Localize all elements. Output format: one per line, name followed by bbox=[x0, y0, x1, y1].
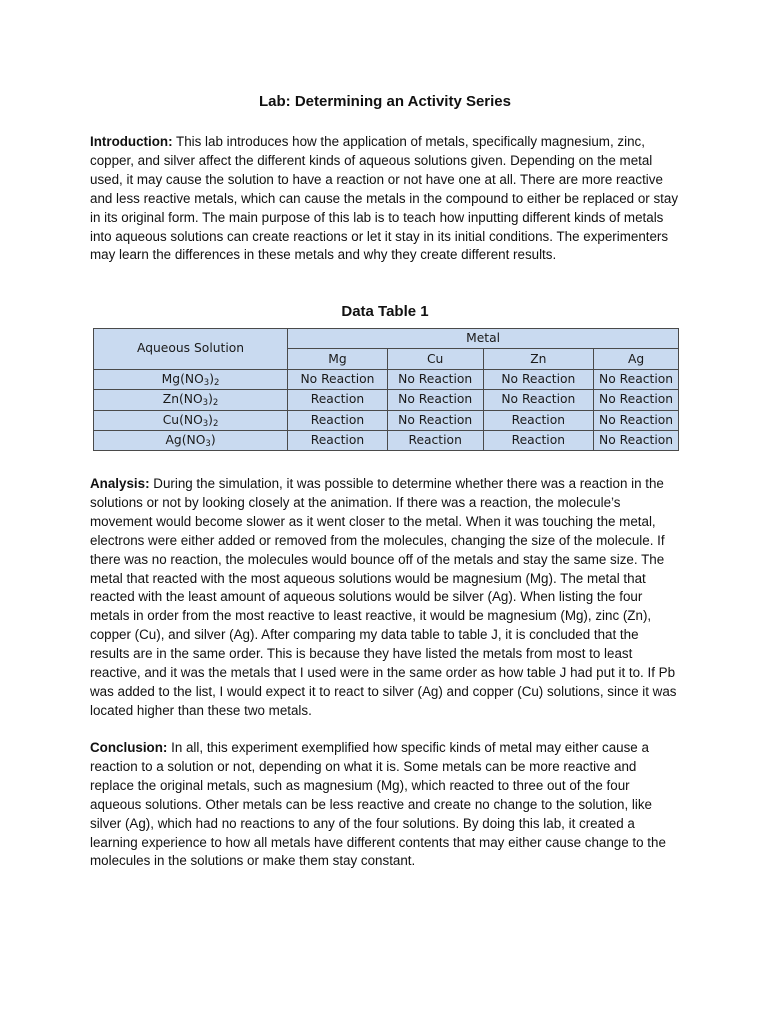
document-title: Lab: Determining an Activity Series bbox=[258, 93, 511, 110]
table-header-row bbox=[94, 329, 679, 349]
table-cell: Reaction bbox=[288, 430, 388, 450]
solution-mg-no3-2: $Mg(NO_3)_2$ bbox=[94, 369, 288, 389]
table-cell: No Reaction bbox=[594, 390, 679, 410]
table-cell: No Reaction bbox=[387, 410, 483, 430]
table-cell: No Reaction bbox=[483, 369, 594, 389]
table-cell: Reaction bbox=[288, 410, 388, 430]
table-cell: No Reaction bbox=[594, 410, 679, 430]
table-title: Data Table 1 bbox=[341, 303, 429, 320]
solution-cu-no3-2: $Cu(NO_3)_2$ bbox=[94, 410, 288, 430]
header-metal: Metal bbox=[288, 329, 679, 349]
table-cell: No Reaction bbox=[483, 390, 594, 410]
table-cell: No Reaction bbox=[387, 369, 483, 389]
introduction-paragraph bbox=[90, 133, 680, 265]
table-cell: Reaction bbox=[483, 430, 594, 450]
table-cell: Reaction bbox=[387, 430, 483, 450]
data-table bbox=[93, 328, 679, 451]
header-aqueous-solution: Aqueous Solution bbox=[94, 329, 288, 370]
table-row bbox=[94, 390, 679, 410]
table-cell: Reaction bbox=[483, 410, 594, 430]
conclusion-label: Conclusion: bbox=[90, 740, 168, 755]
solution-ag-no3: $Ag(NO_3)$ bbox=[94, 430, 288, 450]
conclusion-paragraph bbox=[90, 739, 680, 871]
table-cell: No Reaction bbox=[387, 390, 483, 410]
header-metal-ag: Ag bbox=[594, 349, 679, 369]
analysis-label: Analysis: bbox=[90, 476, 150, 491]
table-cell: No Reaction bbox=[594, 430, 679, 450]
table-row bbox=[94, 410, 679, 430]
introduction-label: Introduction: bbox=[90, 134, 173, 149]
header-metal-mg: Mg bbox=[288, 349, 388, 369]
introduction-text: This lab introduces how the application of metals, specifically magnesium, zinc, copper, and silver affect the different kinds of aqueous solutions given. Depending on the metal used, it may cause the solution to have a reaction or not have one at all. There are more reactive and less reactive metals, which can cause the metals in the compound to either be replaced or stay in its original form. The main purpose of this lab is to teach how inputting different kinds of metals into aqueous solutions can create reactions or let it stay in its initial conditions. The experimenters may learn the differences in these metals and why they create different results. bbox=[90, 134, 679, 263]
table-cell: No Reaction bbox=[288, 369, 388, 389]
table-cell: Reaction bbox=[288, 390, 388, 410]
solution-zn-no3-2: $Zn(NO_3)_2$ bbox=[94, 390, 288, 410]
header-metal-cu: Cu bbox=[387, 349, 483, 369]
conclusion-text: In all, this experiment exemplified how specific kinds of metal may either cause a reaction to a solution or not, depending on what it is. Some metals can be more reactive and replace the original metals, such as magnesium (Mg), which reacted to three out of the four aqueous solutions. Other metals can be less reactive and create no change to the solution, like silver (Ag), which had no reactions to any of the four solutions. By doing this lab, it created a learning experience to how all metals have different contents that may either cause change to the molecules in the solutions or make them stay constant. bbox=[90, 740, 666, 869]
table-cell: No Reaction bbox=[594, 369, 679, 389]
analysis-text: During the simulation, it was possible to determine whether there was a reaction in the solutions or not by looking closely at the animation. If there was a reaction, the molecule’s movement would become slower as it went closer to the metal. When it was touching the metal, electrons were either added or removed from the molecules, changing the size of the molecule. If there was no reaction, the molecules would bounce off of the metals and stay the same size. The metal that reacted with the most aqueous solutions would be magnesium (Mg). The metal that reacted with the least amount of aqueous solutions would be silver (Ag). When listing the four metals in order from the most reactive to least reactive, it would be magnesium (Mg), zinc (Zn), copper (Cu), and silver (Ag). After comparing my data table to table J, it is concluded that the results are in the same order. This is because they have listed the metals from most to least reactive, and it was the metals that I used were in the same order as how table J had put it to. If Pb was added to the list, I would expect it to react to silver (Ag) and copper (Cu) solutions, since it was located higher than these two metals. bbox=[90, 476, 677, 718]
analysis-paragraph bbox=[90, 475, 680, 721]
header-metal-zn: Zn bbox=[483, 349, 594, 369]
table-row bbox=[94, 369, 679, 389]
table-row bbox=[94, 430, 679, 450]
